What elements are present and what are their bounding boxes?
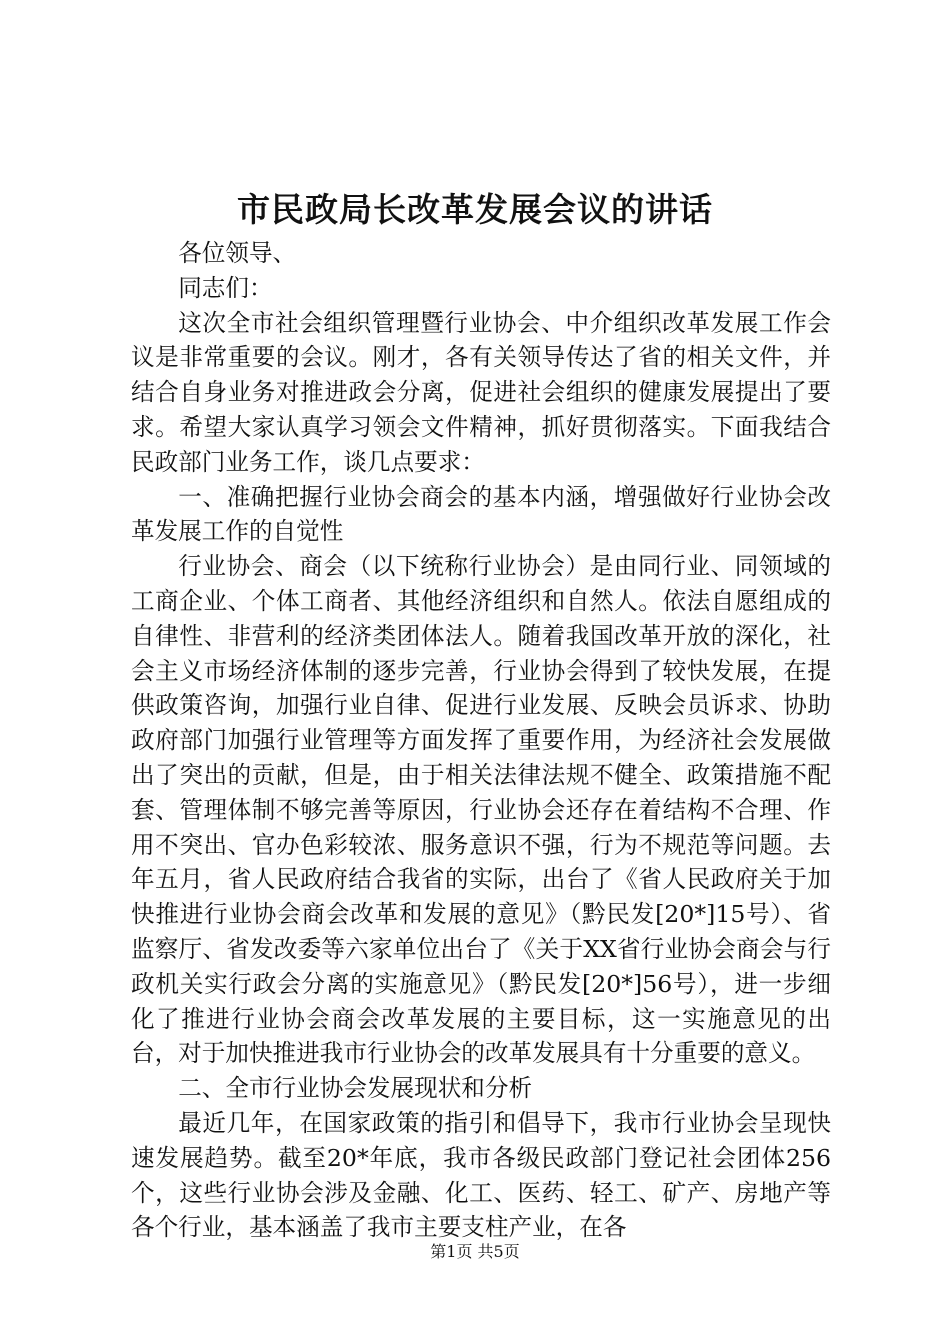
paragraph-intro: 这次全市社会组织管理暨行业协会、中介组织改革发展工作会议是非常重要的会议。刚才，各有关领导传达了省的相关文件，并结合自身业务对推进政会分离，促进社会组织的健康发展提出了要求。希望大家认真学习领会文件精神，抓好贯彻落实。下面我结合民政部门业务工作，谈几点要求：: [131, 308, 831, 476]
document-body: [131, 236, 831, 1245]
salutation-comrades: 同志们：: [178, 273, 273, 302]
paragraph-section-1: 行业协会、商会（以下统称行业协会）是由同行业、同领域的工商企业、个体工商者、其他经济组织和自然人。依法自愿组成的自律性、非营利的经济类团体法人。随着我国改革开放的深化，社会主义市场经济体制的逐步完善，行业协会得到了较快发展，在提供政策咨询，加强行业自律、促进行业发展、反映会员诉求、协助政府部门加强行业管理等方面发挥了重要作用，为经济社会发展做出了突出的贡献，但是，由于相关法律法规不健全、政策措施不配套、管理体制不够完善等原因，行业协会还存在着结构不合理、作用不突出、官办色彩较浓、服务意识不强，行为不规范等问题。去年五月，省人民政府结合我省的实际，出台了《省人民政府关于加快推进行业协会商会改革和发展的意见》（黔民发[20*]15号）、省监察厅、省发改委等六家单位出台了《关于XX省行业协会商会与行政机关实行政会分离的实施意见》（黔民发[20*]56号），进一步细化了推进行业协会商会改革发展的主要目标，这一实施意见的出台，对于加快推进我市行业协会的改革发展具有十分重要的意义。: [131, 552, 831, 1068]
page-number: 第1页 共5页: [430, 1242, 520, 1261]
section-heading-1: 一、准确把握行业协会商会的基本内涵，增强做好行业协会改革发展工作的自觉性: [131, 482, 831, 546]
document-title: 市民政局长改革发展会议的讲话: [237, 190, 713, 229]
section-heading-2: 二、全市行业协会发展现状和分析: [178, 1074, 533, 1103]
paragraph-section-2: 最近几年，在国家政策的指引和倡导下，我市行业协会呈现快速发展趋势。截至20*年底，我市各级民政部门登记社会团体256个，这些行业协会涉及金融、化工、医药、轻工、矿产、房地产等各个行业，基本涵盖了我市主要支柱产业，在各: [131, 1108, 831, 1242]
salutation-leaders: 各位领导、: [178, 239, 297, 267]
